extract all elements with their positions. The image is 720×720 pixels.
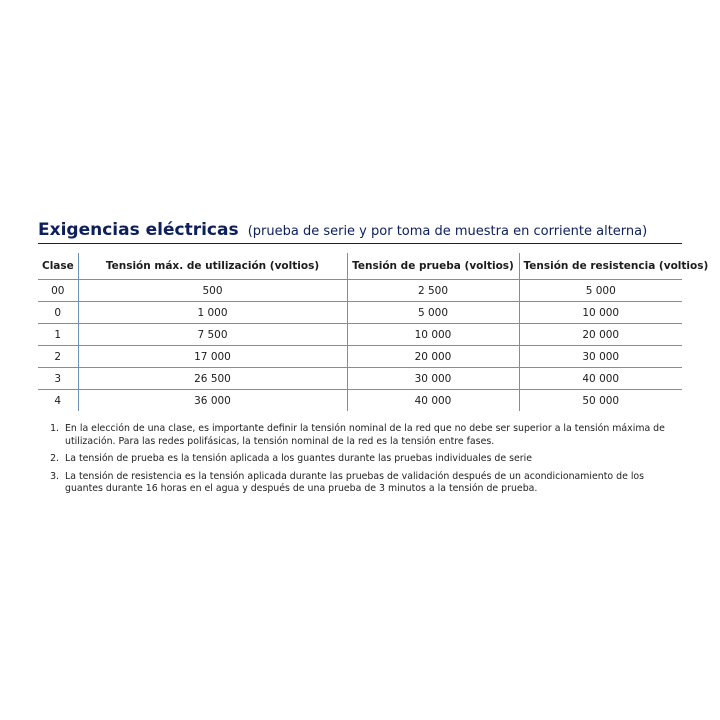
cell-withstand-voltage: 20 000 [519,324,682,346]
table-row [38,346,682,368]
cell-withstand-voltage: 50 000 [519,390,682,412]
table-row [38,368,682,390]
header-test-voltage: Tensión de prueba (voltios) [347,253,519,280]
cell-withstand-voltage: 30 000 [519,346,682,368]
table-header-row [38,253,682,280]
cell-clase: 00 [38,280,78,302]
cell-clase: 0 [38,302,78,324]
footnote-item: 2. La tensión de prueba es la tensión aplicada a los guantes durante las pruebas individuales de serie [62,453,682,466]
cell-withstand-voltage: 5 000 [519,280,682,302]
voltage-class-table [38,253,709,411]
table-row [38,390,682,412]
cell-clase: 4 [54,394,62,407]
cell-withstand-voltage: 40 000 [519,368,682,390]
cell-withstand-voltage: 10 000 [519,302,682,324]
footnote-item: 3. La tensión de resistencia es la tensión aplicada durante las pruebas de validación después de un acondicionamiento de los guantes durante 16 horas en el agua y después de una prueba de 3 minutos a la tensión de prueba. [62,471,682,496]
cell-test-voltage: 2 500 [347,280,519,302]
cell-test-voltage: 30 000 [347,368,519,390]
header-max-voltage: Tensión máx. de utilización (voltios) [78,253,347,280]
footnotes-list [38,423,682,496]
section-title-subtitle: (prueba de serie y por toma de muestra en corriente alterna) [247,224,648,239]
cell-test-voltage: 40 000 [347,390,519,412]
cell-clase: 3 [38,368,78,390]
header-withstand-voltage: Tensión de resistencia (voltios) [519,253,682,280]
footnote-item: 1. En la elección de una clase, es importante definir la tensión nominal de la red que no debe ser superior a la tensión máxima de utilización. Para las redes polifásicas, la tensión nominal de la red es la tensión entre fases. [62,423,682,448]
table-row [38,302,682,324]
cell-clase: 1 [38,324,78,346]
cell-clase: 2 [38,346,78,368]
section-title [38,220,682,244]
electrical-requirements-section [38,220,709,501]
cell-max-voltage: 7 500 [78,324,347,346]
header-clase: Clase [38,253,78,280]
cell-test-voltage: 20 000 [347,346,519,368]
cell-test-voltage: 5 000 [347,302,519,324]
table-row [38,324,682,346]
section-title-main: Exigencias eléctricas [38,220,239,240]
cell-test-voltage: 10 000 [347,324,519,346]
cell-max-voltage: 1 000 [78,302,347,324]
cell-max-voltage: 26 500 [78,368,347,390]
cell-max-voltage: 36 000 [78,390,347,412]
cell-max-voltage: 500 [78,280,347,302]
table-row [38,280,682,302]
cell-max-voltage: 17 000 [78,346,347,368]
